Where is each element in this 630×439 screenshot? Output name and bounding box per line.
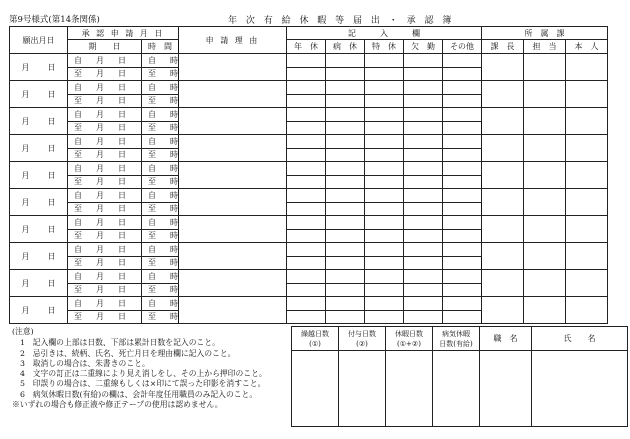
entry-annual-days-cell[interactable] bbox=[287, 189, 326, 203]
table-row bbox=[10, 81, 608, 95]
dept-chief-seal-cell[interactable] bbox=[482, 189, 524, 216]
time-from-cell[interactable]: 自 時 bbox=[142, 162, 179, 176]
dept-chief-seal-cell[interactable] bbox=[482, 54, 524, 81]
entry-sick-cumulative-cell[interactable] bbox=[326, 229, 365, 243]
entry-absence-header: 欠 勤 bbox=[404, 40, 443, 54]
entry-other-cumulative-cell[interactable] bbox=[443, 67, 482, 81]
dept-self-seal-cell[interactable] bbox=[566, 216, 608, 243]
entry-header: 記 入 欄 bbox=[287, 27, 482, 40]
entry-special-days-cell[interactable] bbox=[365, 54, 404, 68]
period-from-cell[interactable]: 自 月 日 bbox=[68, 135, 142, 149]
entry-other-cumulative-cell[interactable] bbox=[443, 310, 482, 324]
entry-special-days-cell[interactable] bbox=[365, 297, 404, 311]
dept-staff-seal-cell[interactable] bbox=[524, 216, 566, 243]
leave-days-cell[interactable] bbox=[386, 351, 433, 427]
entry-other-days-cell[interactable] bbox=[443, 270, 482, 284]
entry-other-cumulative-cell[interactable] bbox=[443, 94, 482, 108]
note-item: 5 印誤りの場合は、二重線もしくは×印にて誤った印影を消すこと。 bbox=[20, 379, 266, 389]
request-date-cell[interactable]: 月 日 bbox=[10, 243, 68, 270]
time-to-cell[interactable]: 至 時 bbox=[142, 67, 179, 81]
dept-chief-seal-cell[interactable] bbox=[482, 270, 524, 297]
dept-self-seal-cell[interactable] bbox=[566, 162, 608, 189]
request-date-header: 願出月日 bbox=[10, 27, 68, 54]
entry-absence-days-cell[interactable] bbox=[404, 270, 443, 284]
reason-cell[interactable] bbox=[179, 270, 287, 297]
entry-annual-days-cell[interactable] bbox=[287, 81, 326, 95]
entry-annual-cumulative-cell[interactable] bbox=[287, 175, 326, 189]
time-from-cell[interactable]: 自 時 bbox=[142, 243, 179, 257]
entry-special-days-cell[interactable] bbox=[365, 108, 404, 122]
entry-special-days-cell[interactable] bbox=[365, 270, 404, 284]
entry-special-header: 特 休 bbox=[365, 40, 404, 54]
entry-special-cumulative-cell[interactable] bbox=[365, 148, 404, 162]
entry-annual-days-cell[interactable] bbox=[287, 108, 326, 122]
table-row bbox=[10, 162, 608, 176]
entry-other-cumulative-cell[interactable] bbox=[443, 229, 482, 243]
time-from-cell[interactable]: 自 時 bbox=[142, 81, 179, 95]
entry-annual-header: 年 休 bbox=[287, 40, 326, 54]
period-header: 期 日 bbox=[68, 40, 142, 54]
dept-self-seal-cell[interactable] bbox=[566, 135, 608, 162]
dept-staff-seal-cell[interactable] bbox=[524, 243, 566, 270]
dept-staff-seal-cell[interactable] bbox=[524, 189, 566, 216]
entry-sick-cumulative-cell[interactable] bbox=[326, 256, 365, 270]
note-item: 1 記入欄の上部は日数、下部は累計日数を記入のこと。 bbox=[20, 338, 220, 348]
dept-staff-seal-cell[interactable] bbox=[524, 297, 566, 324]
entry-annual-days-cell[interactable] bbox=[287, 270, 326, 284]
period-to-cell[interactable]: 至 月 日 bbox=[68, 229, 142, 243]
dept-self-seal-cell[interactable] bbox=[566, 81, 608, 108]
dept-chief-seal-cell[interactable] bbox=[482, 135, 524, 162]
entry-other-cumulative-cell[interactable] bbox=[443, 175, 482, 189]
table-row bbox=[10, 243, 608, 257]
time-from-cell[interactable]: 自 時 bbox=[142, 297, 179, 311]
entry-absence-days-cell[interactable] bbox=[404, 54, 443, 68]
entry-absence-days-cell[interactable] bbox=[404, 243, 443, 257]
entry-sick-cumulative-cell[interactable] bbox=[326, 202, 365, 216]
time-header: 時 間 bbox=[142, 40, 179, 54]
period-to-cell[interactable]: 至 月 日 bbox=[68, 148, 142, 162]
time-to-cell[interactable]: 至 時 bbox=[142, 202, 179, 216]
period-to-cell[interactable]: 至 月 日 bbox=[68, 283, 142, 297]
period-to-cell[interactable]: 至 月 日 bbox=[68, 310, 142, 324]
request-date-cell[interactable]: 月 日 bbox=[10, 135, 68, 162]
note-item: 3 取消しの場合は、朱書きのこと。 bbox=[20, 358, 150, 368]
entry-sick-cumulative-cell[interactable] bbox=[326, 67, 365, 81]
dept-staff-header: 担 当 bbox=[524, 40, 566, 54]
entry-annual-cumulative-cell[interactable] bbox=[287, 148, 326, 162]
entry-sick-days-cell[interactable] bbox=[326, 216, 365, 230]
entry-absence-cumulative-cell[interactable] bbox=[404, 148, 443, 162]
time-to-cell[interactable]: 至 時 bbox=[142, 229, 179, 243]
dept-self-seal-cell[interactable] bbox=[566, 243, 608, 270]
carryover-header: 繰越日数 (①) bbox=[292, 327, 339, 351]
entry-annual-days-cell[interactable] bbox=[287, 216, 326, 230]
document-title: 年 次 有 給 休 暇 等 届 出 ・ 承 認 簿 bbox=[228, 16, 455, 26]
time-from-cell[interactable]: 自 時 bbox=[142, 135, 179, 149]
time-to-cell[interactable]: 至 時 bbox=[142, 148, 179, 162]
period-to-cell[interactable]: 至 月 日 bbox=[68, 121, 142, 135]
period-from-cell[interactable]: 自 月 日 bbox=[68, 54, 142, 68]
entry-special-cumulative-cell[interactable] bbox=[365, 256, 404, 270]
period-to-cell[interactable]: 至 月 日 bbox=[68, 94, 142, 108]
time-to-cell[interactable]: 至 時 bbox=[142, 94, 179, 108]
entry-sick-days-cell[interactable] bbox=[326, 108, 365, 122]
entry-other-days-cell[interactable] bbox=[443, 162, 482, 176]
entry-sick-days-cell[interactable] bbox=[326, 270, 365, 284]
dept-chief-header: 課 長 bbox=[482, 40, 524, 54]
entry-annual-cumulative-cell[interactable] bbox=[287, 202, 326, 216]
reason-cell[interactable] bbox=[179, 189, 287, 216]
dept-staff-seal-cell[interactable] bbox=[524, 81, 566, 108]
name-cell[interactable] bbox=[532, 351, 628, 427]
reason-cell[interactable] bbox=[179, 297, 287, 324]
request-date-cell[interactable]: 月 日 bbox=[10, 54, 68, 81]
table-row bbox=[10, 297, 608, 311]
dept-staff-seal-cell[interactable] bbox=[524, 54, 566, 81]
notes-section bbox=[12, 327, 267, 410]
entry-sick-cumulative-cell[interactable] bbox=[326, 94, 365, 108]
entry-sick-days-cell[interactable] bbox=[326, 81, 365, 95]
summary-table bbox=[291, 326, 628, 427]
entry-annual-cumulative-cell[interactable] bbox=[287, 94, 326, 108]
entry-sick-cumulative-cell[interactable] bbox=[326, 175, 365, 189]
time-from-cell[interactable]: 自 時 bbox=[142, 189, 179, 203]
entry-other-cumulative-cell[interactable] bbox=[443, 202, 482, 216]
period-to-cell[interactable]: 至 月 日 bbox=[68, 175, 142, 189]
entry-absence-days-cell[interactable] bbox=[404, 189, 443, 203]
entry-other-days-cell[interactable] bbox=[443, 216, 482, 230]
table-row bbox=[10, 135, 608, 149]
request-date-cell[interactable]: 月 日 bbox=[10, 81, 68, 108]
entry-annual-days-cell[interactable] bbox=[287, 162, 326, 176]
entry-annual-days-cell[interactable] bbox=[287, 135, 326, 149]
dept-self-seal-cell[interactable] bbox=[566, 270, 608, 297]
entry-other-cumulative-cell[interactable] bbox=[443, 121, 482, 135]
entry-absence-days-cell[interactable] bbox=[404, 108, 443, 122]
entry-sick-days-cell[interactable] bbox=[326, 162, 365, 176]
form-number: 第9号様式(第14条関係) bbox=[9, 15, 100, 25]
dept-staff-seal-cell[interactable] bbox=[524, 108, 566, 135]
time-to-cell[interactable]: 至 時 bbox=[142, 310, 179, 324]
entry-absence-cumulative-cell[interactable] bbox=[404, 283, 443, 297]
approval-period-header: 承 認 申 請 月 日 bbox=[68, 27, 179, 40]
reason-cell[interactable] bbox=[179, 162, 287, 189]
entry-sick-cumulative-cell[interactable] bbox=[326, 283, 365, 297]
time-from-cell[interactable]: 自 時 bbox=[142, 216, 179, 230]
request-date-cell[interactable]: 月 日 bbox=[10, 162, 68, 189]
entry-annual-cumulative-cell[interactable] bbox=[287, 256, 326, 270]
entry-special-days-cell[interactable] bbox=[365, 243, 404, 257]
entry-absence-cumulative-cell[interactable] bbox=[404, 310, 443, 324]
entry-special-days-cell[interactable] bbox=[365, 162, 404, 176]
period-from-cell[interactable]: 自 月 日 bbox=[68, 108, 142, 122]
position-header: 職 名 bbox=[480, 327, 532, 351]
dept-header: 所 属 課 bbox=[482, 27, 608, 40]
entry-sick-days-cell[interactable] bbox=[326, 189, 365, 203]
dept-self-seal-cell[interactable] bbox=[566, 189, 608, 216]
dept-chief-seal-cell[interactable] bbox=[482, 108, 524, 135]
entry-absence-cumulative-cell[interactable] bbox=[404, 229, 443, 243]
reason-cell[interactable] bbox=[179, 243, 287, 270]
reason-cell[interactable] bbox=[179, 135, 287, 162]
dept-chief-seal-cell[interactable] bbox=[482, 216, 524, 243]
dept-chief-seal-cell[interactable] bbox=[482, 297, 524, 324]
entry-annual-cumulative-cell[interactable] bbox=[287, 121, 326, 135]
entry-other-days-cell[interactable] bbox=[443, 54, 482, 68]
entry-special-days-cell[interactable] bbox=[365, 81, 404, 95]
entry-special-days-cell[interactable] bbox=[365, 189, 404, 203]
period-from-cell[interactable]: 自 月 日 bbox=[68, 243, 142, 257]
entry-special-cumulative-cell[interactable] bbox=[365, 229, 404, 243]
entry-annual-days-cell[interactable] bbox=[287, 243, 326, 257]
reason-cell[interactable] bbox=[179, 108, 287, 135]
entry-absence-days-cell[interactable] bbox=[404, 216, 443, 230]
request-date-cell[interactable]: 月 日 bbox=[10, 108, 68, 135]
time-to-cell[interactable]: 至 時 bbox=[142, 175, 179, 189]
entry-other-cumulative-cell[interactable] bbox=[443, 256, 482, 270]
entry-special-cumulative-cell[interactable] bbox=[365, 94, 404, 108]
table-row bbox=[10, 189, 608, 203]
time-from-cell[interactable]: 自 時 bbox=[142, 54, 179, 68]
entry-other-days-cell[interactable] bbox=[443, 108, 482, 122]
entry-absence-cumulative-cell[interactable] bbox=[404, 256, 443, 270]
entry-annual-cumulative-cell[interactable] bbox=[287, 283, 326, 297]
entry-absence-days-cell[interactable] bbox=[404, 297, 443, 311]
reason-cell[interactable] bbox=[179, 81, 287, 108]
entry-other-days-cell[interactable] bbox=[443, 81, 482, 95]
time-to-cell[interactable]: 至 時 bbox=[142, 121, 179, 135]
time-to-cell[interactable]: 至 時 bbox=[142, 256, 179, 270]
entry-sick-days-cell[interactable] bbox=[326, 297, 365, 311]
entry-sick-cumulative-cell[interactable] bbox=[326, 148, 365, 162]
dept-staff-seal-cell[interactable] bbox=[524, 135, 566, 162]
entry-absence-days-cell[interactable] bbox=[404, 162, 443, 176]
period-from-cell[interactable]: 自 月 日 bbox=[68, 189, 142, 203]
position-cell[interactable] bbox=[480, 351, 532, 427]
dept-self-header: 本 人 bbox=[566, 40, 608, 54]
period-to-cell[interactable]: 至 月 日 bbox=[68, 256, 142, 270]
carryover-cell[interactable] bbox=[292, 351, 339, 427]
note-item: 4 文字の訂正は二重線により見え消しをし、その上から押印のこと。 bbox=[20, 369, 267, 379]
entry-absence-cumulative-cell[interactable] bbox=[404, 67, 443, 81]
entry-annual-cumulative-cell[interactable] bbox=[287, 67, 326, 81]
note-item: 6 病気休暇日数(有給)の欄は、会計年度任用職員のみ記入のこと。 bbox=[20, 389, 258, 399]
entry-other-days-cell[interactable] bbox=[443, 297, 482, 311]
dept-chief-seal-cell[interactable] bbox=[482, 243, 524, 270]
table-row bbox=[10, 54, 608, 68]
notes-title: (注意) bbox=[12, 327, 34, 336]
reason-cell[interactable] bbox=[179, 54, 287, 81]
entry-special-cumulative-cell[interactable] bbox=[365, 121, 404, 135]
request-date-cell[interactable]: 月 日 bbox=[10, 216, 68, 243]
entry-sick-cumulative-cell[interactable] bbox=[326, 121, 365, 135]
request-date-cell[interactable]: 月 日 bbox=[10, 297, 68, 324]
entry-special-days-cell[interactable] bbox=[365, 216, 404, 230]
entry-absence-cumulative-cell[interactable] bbox=[404, 121, 443, 135]
entry-annual-cumulative-cell[interactable] bbox=[287, 310, 326, 324]
entry-sick-days-cell[interactable] bbox=[326, 135, 365, 149]
entry-sick-header: 病 休 bbox=[326, 40, 365, 54]
time-to-cell[interactable]: 至 時 bbox=[142, 283, 179, 297]
reason-header: 申 請 理 由 bbox=[179, 27, 287, 54]
dept-staff-seal-cell[interactable] bbox=[524, 270, 566, 297]
dept-self-seal-cell[interactable] bbox=[566, 108, 608, 135]
leave-register-table bbox=[9, 26, 608, 324]
entry-special-cumulative-cell[interactable] bbox=[365, 175, 404, 189]
entry-other-header: その他 bbox=[443, 40, 482, 54]
entry-special-cumulative-cell[interactable] bbox=[365, 283, 404, 297]
note-item: 2 忌引きは、続柄、氏名、死亡月日を理由欄に記入のこと。 bbox=[20, 348, 236, 358]
entry-annual-days-cell[interactable] bbox=[287, 297, 326, 311]
entry-absence-cumulative-cell[interactable] bbox=[404, 175, 443, 189]
entry-annual-days-cell[interactable] bbox=[287, 54, 326, 68]
period-from-cell[interactable]: 自 月 日 bbox=[68, 216, 142, 230]
dept-chief-seal-cell[interactable] bbox=[482, 81, 524, 108]
entry-sick-cumulative-cell[interactable] bbox=[326, 310, 365, 324]
granted-cell[interactable] bbox=[339, 351, 386, 427]
entry-sick-days-cell[interactable] bbox=[326, 243, 365, 257]
reason-cell[interactable] bbox=[179, 216, 287, 243]
notes-footer: ※いずれの場合も修正液や修正テープの使用は認めません。 bbox=[12, 400, 223, 410]
period-from-cell[interactable]: 自 月 日 bbox=[68, 270, 142, 284]
time-from-cell[interactable]: 自 時 bbox=[142, 270, 179, 284]
entry-absence-cumulative-cell[interactable] bbox=[404, 94, 443, 108]
entry-other-days-cell[interactable] bbox=[443, 243, 482, 257]
dept-staff-seal-cell[interactable] bbox=[524, 162, 566, 189]
period-from-cell[interactable]: 自 月 日 bbox=[68, 297, 142, 311]
dept-self-seal-cell[interactable] bbox=[566, 297, 608, 324]
entry-special-cumulative-cell[interactable] bbox=[365, 202, 404, 216]
entry-special-days-cell[interactable] bbox=[365, 135, 404, 149]
sick-leave-cell[interactable] bbox=[433, 351, 480, 427]
entry-other-cumulative-cell[interactable] bbox=[443, 283, 482, 297]
entry-special-cumulative-cell[interactable] bbox=[365, 310, 404, 324]
entry-other-days-cell[interactable] bbox=[443, 135, 482, 149]
entry-absence-cumulative-cell[interactable] bbox=[404, 202, 443, 216]
time-from-cell[interactable]: 自 時 bbox=[142, 108, 179, 122]
entry-absence-days-cell[interactable] bbox=[404, 135, 443, 149]
name-header: 氏 名 bbox=[532, 327, 628, 351]
period-from-cell[interactable]: 自 月 日 bbox=[68, 162, 142, 176]
entry-sick-days-cell[interactable] bbox=[326, 54, 365, 68]
dept-self-seal-cell[interactable] bbox=[566, 54, 608, 81]
period-from-cell[interactable]: 自 月 日 bbox=[68, 81, 142, 95]
entry-other-days-cell[interactable] bbox=[443, 189, 482, 203]
entry-absence-days-cell[interactable] bbox=[404, 81, 443, 95]
request-date-cell[interactable]: 月 日 bbox=[10, 189, 68, 216]
granted-header: 付与日数 (②) bbox=[339, 327, 386, 351]
entry-annual-cumulative-cell[interactable] bbox=[287, 229, 326, 243]
sick-leave-header: 病気休暇 日数(有給) bbox=[433, 327, 480, 351]
request-date-cell[interactable]: 月 日 bbox=[10, 270, 68, 297]
table-row bbox=[10, 270, 608, 284]
table-row bbox=[10, 216, 608, 230]
period-to-cell[interactable]: 至 月 日 bbox=[68, 67, 142, 81]
entry-special-cumulative-cell[interactable] bbox=[365, 67, 404, 81]
table-row bbox=[10, 108, 608, 122]
dept-chief-seal-cell[interactable] bbox=[482, 162, 524, 189]
entry-other-cumulative-cell[interactable] bbox=[443, 148, 482, 162]
period-to-cell[interactable]: 至 月 日 bbox=[68, 202, 142, 216]
leave-days-header: 休暇日数 (①+②) bbox=[386, 327, 433, 351]
